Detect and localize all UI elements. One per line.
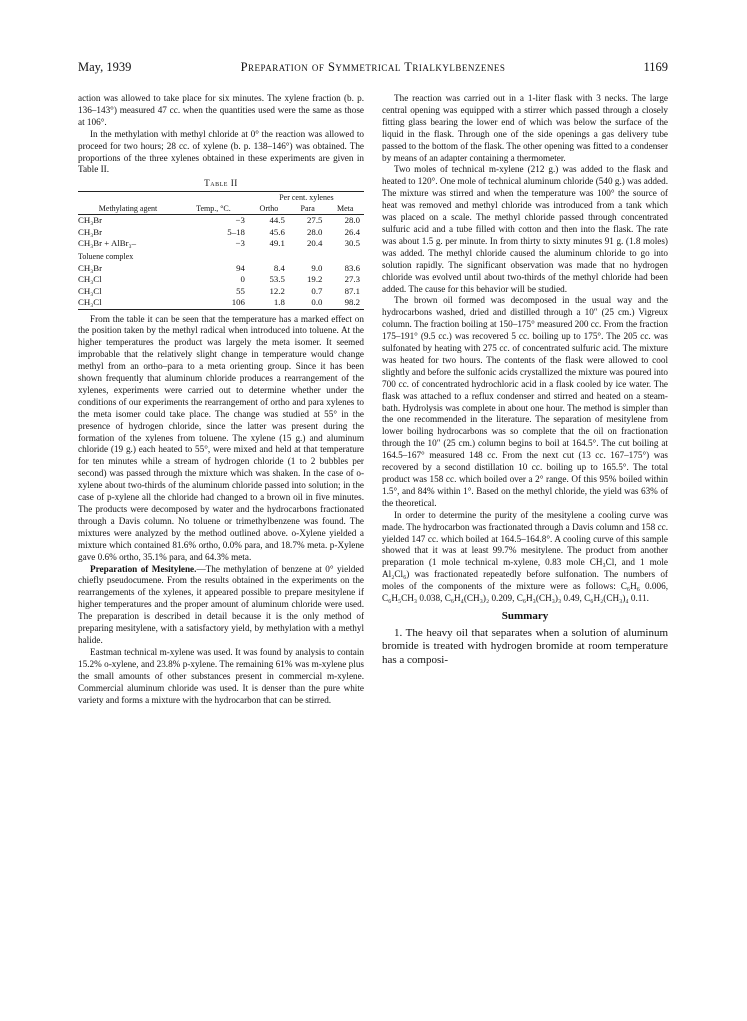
cell-agent: CH₃Br bbox=[78, 226, 103, 237]
running-title: Preparation of Symmetrical Trialkylbenzenes bbox=[240, 60, 506, 74]
cell-temp: 5–18 bbox=[227, 226, 245, 237]
table-row bbox=[78, 286, 364, 297]
cell-agent: CH₃Br bbox=[78, 262, 103, 273]
cell-meta: 28.0 bbox=[344, 215, 360, 226]
table-row bbox=[78, 263, 364, 274]
table-row bbox=[78, 215, 364, 227]
paragraph: action was allowed to take place for six minutes. The xylene fraction (b. p. 136–143°) measured 47 cc. when the quantities used were the same as those at 106°. bbox=[78, 93, 364, 127]
cell-agent: CH₃Cl bbox=[78, 297, 178, 309]
cell-temp: −3 bbox=[235, 215, 245, 226]
cell-para: 27.5 bbox=[307, 215, 323, 226]
cell-para: 19.2 bbox=[307, 274, 323, 285]
cell-temp: 0 bbox=[240, 274, 245, 285]
paragraph: The reaction was carried out in a 1-liter flask with 3 necks. The large central opening was equipped with a stirrer which passed through a closely fitting glass bearing the lower end of which was below the surface of the liquid in the flask. Through one of the side openings a gas delivery tube passed to the bottom of the flask. The other opening was fitted to a condenser by means of an adapter containing a thermometer. bbox=[382, 93, 668, 163]
paragraph-text: —The methylation of benzene at 0° yielded chiefly pseudocumene. From the results obtained in the experiments on the rearrangements of the xylenes, it appeared possible to prepare mesitylene if higher temperatures and the proper amount of aluminum chloride were used. The preparation is described in detail because it is the only method of preparing mesitylene, with a satisfactory yield, by methylation with a methyl halide. bbox=[78, 563, 365, 645]
table-section-label: Toluene complex bbox=[78, 252, 134, 262]
table-row bbox=[78, 227, 364, 238]
cell-meta: 27.3 bbox=[344, 274, 360, 285]
cell-para: 28.0 bbox=[307, 226, 323, 237]
col-header-meta: Meta bbox=[326, 203, 364, 215]
cell-agent: CH₃Cl bbox=[78, 285, 102, 296]
cell-meta: 26.4 bbox=[344, 226, 360, 237]
paragraph: The brown oil formed was decomposed in the usual way and the hydrocarbons washed, dried and distilled through a 10″ (25 cm.) Vigreux column. The fraction boiling at 150–175° measured 200 cc. From the fraction 175–191° (9.5 cc.) was recovered 5 cc. boiling up to 175°. The 205 cc. was sulfonated by heating with 275 cc. of concentrated sulfuric acid. The mixture was heated for two hours. The contents of the flask were allowed to cool slightly and before the sulfonic acids crystallized the mixture was poured into 700 cc. of concentrated hydrochloric acid in a flask cooled by ice water. The flask was attached to a reflux condenser and stirred and heated on a steam-bath. Hydrolysis was complete in about one hour. The method is simpler than the one recommended in the literature. The separation of mesitylene from lower boiling hydrocarbons was so complete that the oil on fractionation through the 10″ (25 cm.) column begins to boil at 164.5°. The cut boiling at 164.5–167° measured 148 cc. From the next cut (13 cc. 167–175°) was recovered by a second distillation 10 cc. boiling up to 165.5°. The total product was 158 cc. which boiled over a 2° range. Of this 95% boiled within 1.5°, and 84% within 1°. Based on the methyl chloride, the yield was 63% of the theoretical. bbox=[382, 295, 668, 508]
cell-ortho: 45.6 bbox=[269, 226, 285, 237]
cell-meta: 87.1 bbox=[344, 285, 360, 296]
cell-para: 0.0 bbox=[289, 297, 327, 309]
left-column bbox=[78, 93, 364, 706]
col-header-agent: Methylating agent bbox=[78, 192, 178, 215]
cell-agent: CH₃Br + AlBr₃– bbox=[78, 238, 137, 249]
cell-ortho: 53.5 bbox=[269, 274, 285, 285]
table-row bbox=[78, 297, 364, 309]
cell-agent: CH₃Br bbox=[78, 215, 103, 226]
table-section-row bbox=[78, 249, 364, 262]
cell-ortho: 8.4 bbox=[273, 262, 285, 273]
xylene-table bbox=[78, 191, 364, 309]
paragraph: Eastman technical m-xylene was used. It was found by analysis to contain 15.2% o-xylene, and 23.8% p-xylene. The remaining 61% was m-xylene plus the small amounts of other substances present in commercial m-xylene. Commercial aluminum chloride was used. It is denser than the pure white variety and forms a mixture with the hydrocarbon that can be stirred. bbox=[78, 646, 364, 705]
paragraph: From the table it can be seen that the temperature has a marked effect on the position taken by the methyl radical when introduced into toluene. At the higher temperatures the product was largely the meta isomer. It seemed improbable that the relatively slight change in temperature would change methyl from an ortho–para to a meta orienting group. Since it has been shown frequently that aluminum chloride produces a rearrangement of the xylenes, experiments were carried out to determine whether under the conditions of our experiments the rearrangement of ortho and para xylenes to the meta isomer could take place. The change was studied at 55° in the presence of hydrogen chloride, since the latter was present during the formation of the xylenes from toluene. The xylene (15 g.) and aluminum chloride (19 g.) each heated to 55°, were mixed and held at that temperature for ten minutes while a stream of hydrogen chloride (1 to 2 bubbles per second) was passed through the mixture which was shaken. In the case of o-xylene about two-thirds of the aluminum chloride passed into solution; in the case of p-xylene all the chloride had changed to a brown oil in five minutes. The products were decomposed by water and the hydrocarbons fractionated through a Davis column. No toluene or trimethylbenzene was found. The mixtures were analyzed by the method outlined above. o-Xylene yielded a mixture which contained 81.6% ortho, 0.0% para, and 18.7% meta. p-Xylene gave 0.6% ortho, 35.1% para, and 64.3% meta. bbox=[78, 313, 364, 562]
col-header-group: Per cent. xylenes bbox=[249, 192, 364, 204]
cell-ortho: 44.5 bbox=[269, 215, 285, 226]
cell-meta: 83.6 bbox=[344, 262, 360, 273]
run-in-heading: Preparation of Mesitylene. bbox=[90, 563, 197, 574]
table-row bbox=[78, 274, 364, 285]
cell-ortho: 12.2 bbox=[269, 285, 285, 296]
right-column bbox=[382, 93, 668, 667]
paragraph: In the methylation with methyl chloride at 0° the reaction was allowed to proceed for two hours; 28 cc. of xylene (b. p. 138–146°) was obtained. The proportions of the three xylenes obtained in these experiments are given in Table II. bbox=[78, 128, 364, 175]
col-header-temp: Temp., °C. bbox=[178, 192, 249, 215]
table-row bbox=[78, 238, 364, 249]
col-header-para: Para bbox=[289, 203, 327, 215]
cell-temp: −3 bbox=[235, 238, 245, 249]
cell-temp: 106 bbox=[178, 297, 249, 309]
cell-temp: 94 bbox=[236, 262, 245, 273]
cell-agent: CH₃Cl bbox=[78, 274, 102, 285]
cell-para: 9.0 bbox=[311, 262, 323, 273]
cell-para: 20.4 bbox=[307, 238, 323, 249]
cell-para: 0.7 bbox=[311, 285, 323, 296]
cell-meta: 30.5 bbox=[344, 238, 360, 249]
page-number: 1169 bbox=[643, 60, 668, 74]
cell-meta: 98.2 bbox=[326, 297, 364, 309]
issue-date: May, 1939 bbox=[78, 60, 132, 74]
col-header-ortho: Ortho bbox=[249, 203, 289, 215]
cell-ortho: 49.1 bbox=[269, 238, 285, 249]
running-header bbox=[78, 60, 668, 80]
summary-item: 1. The heavy oil that separates when a solution of aluminum bromide is treated with hydrogen bromide at room temperature has a composi- bbox=[382, 626, 668, 666]
summary-heading: Summary bbox=[501, 609, 549, 622]
paragraph: Two moles of technical m-xylene (212 g.) was added to the flask and heated to 120°. One mole of technical aluminum chloride (540 g.) was added. The mixture was stirred and when the temperature was 100° the source of heat was removed and methyl chloride was introduced from a tank which was placed on a scale. The methyl chloride passed through concentrated sulfuric acid and a tube filled with cotton and then into the flask. The rate was about 1.5 g. per minute. In from thirty to sixty minutes 91 g. (1.8 moles) was added. The methyl chloride caused the aluminum chloride to go into solution rapidly. The significant observation was made that no hydrogen chloride was evolved until about two-thirds of the methyl chloride had been added. The cause for this behavior will be studied. bbox=[382, 164, 668, 294]
paragraph: In order to determine the purity of the mesitylene a cooling curve was made. The hydrocarbon was fractionated through a Davis column and 158 cc. yielded 147 cc. which boiled at 164.5–164.8°. A cooling curve of this sample showed that it was at least 99.7% mesitylene. The product from another preparation (1 mole technical m-xylene, 0.83 mole CH₃Cl, and 1 mole Al₂Cl₆) was fractionated repeatedly before sulfonation. The numbers of moles of the components of the mixture were as follows: C₆H₆ 0.006, C₆H₅CH₃ 0.038, C₆H₄(CH₃)₂ 0.209, C₆H₃(CH₃)₃ 0.49, C₆H₂(CH₃)₄ 0.11. bbox=[382, 509, 668, 604]
cell-temp: 55 bbox=[236, 285, 245, 296]
table-caption: Table II bbox=[204, 178, 238, 189]
paragraph bbox=[78, 564, 364, 647]
cell-ortho: 1.8 bbox=[249, 297, 289, 309]
